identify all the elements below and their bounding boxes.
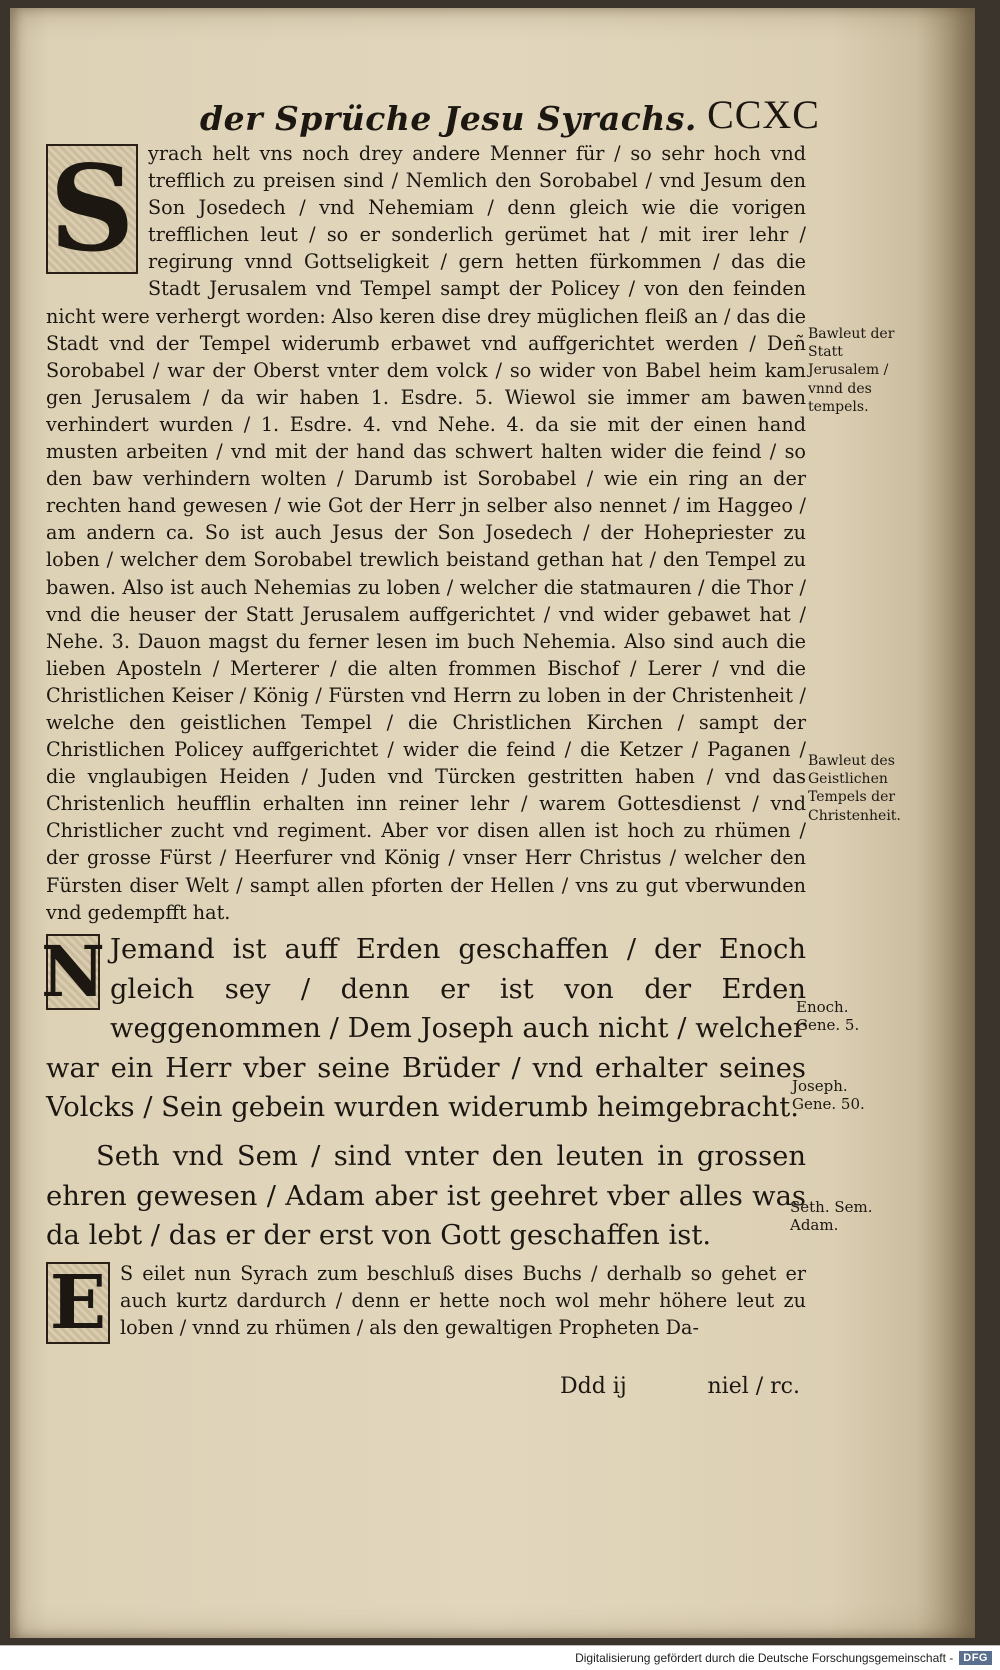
- paragraph-text: yrach helt vns noch drey andere Menner für / so sehr hoch vnd trefflich zu preisen sind / Nemlich den Sorobabel / vnd Jesum den Son Josedech / vnd Nehemiam / denn gleich wie die vorigen trefflichen leut / so er sonderlich gerümet hat / mit irer lehr / regirung vnnd Gottseligkeit / gern hetten fürkommen / das die Stadt Jerusalem vnd Tempel sampt der Policey / von den feinden nicht were verhergt worden: Also keren dise drey müglichen fleiß an / das die Stadt vnd der Tempel widerumb erbawet vnd auffgerichtet werden / Deñ Sorobabel / war der Oberst vnter dem volck / so wider von Babel heim kam gen Jerusalem / da wir haben 1. Esdre. 5. Wiewol sie immer am bawen verhindert wurden / 1. Esdre. 4. vnd Nehe. 4. da sie mit der einen hand musten arbeiten / vnd mit der hand das schwert halten wider die feind / so den baw verhindern wolten / Darumb ist Sorobabel / wie ein ring an der rechten hand gewesen / wie Got der Herr jn selber also nennet / im Haggeo / am andern ca. So ist auch Jesus der Son Josedech / der Hohepriester zu loben / welcher dem Sorobabel trewlich beistand gethan hat / den Tempel zu bawen. Also ist auch Nehemias zu loben / welcher die statmauren / die Thor / vnd die heuser der Statt Jerusalem auffgerichtet / vnd wider gebawet hat / Nehe. 3. Dauon magst du ferner lesen im buch Nehemia. Also sind auch die lieben Aposteln / Merterer / die alten frommen Bischof / Lerer / vnd die Christlichen Keiser / König / Fürsten vnd Herrn zu loben in der Christenheit / welche den geistlichen Tempel / die Christlichen Kirchen / sampt der Christlichen Policey auffgerichtet / wider die feind / die Ketzer / Paganen / die vnglaubigen Heiden / Juden vnd Türcken gestritten haben / vnd das Christenlich heufflin erhalten inn reiner lehr / warem Gottesdienst / vnd Christlicher zucht vnd regiment. Aber vor disen allen ist hoch zu rhümen / der grosse Fürst / Heerfurer vnd König / vnser Herr Christus / welcher den Fürsten diser Welt / sampt allen pforten der Hellen / vns zu gut vberwunden vnd gedempfft hat.: [46, 142, 806, 924]
- signature-line: [560, 1374, 800, 1404]
- margin-note-builders-jerusalem: Bawleut der Statt Jerusalem / vnnd des tempels.: [808, 326, 895, 415]
- decorated-initial: [41, 930, 105, 1013]
- catchword: niel / rc.: [707, 1374, 800, 1399]
- margin-note-seth-sem-adam: Seth. Sem. Adam.: [790, 1198, 873, 1235]
- initial-letter: S: [49, 139, 135, 278]
- paragraph-enoch: [41, 930, 806, 1129]
- margin-note-builders-church: Bawleut des Geistlichen Tempels der Christenheit.: [808, 753, 901, 824]
- paragraph-text: Jemand ist auff Erden geschaffen / der Enoch gleich sey / denn er ist von der Erden weggenommen / Dem Joseph auch nicht / welcher war ein Herr vber seine Brüder / vnd erhalter seines Volcks / Sein gebein wurden widerumb heimgebracht.: [46, 934, 806, 1123]
- paragraph-conclusion: [46, 1260, 806, 1344]
- main-text-block: [41, 139, 806, 1346]
- running-head-title: der Sprüche Jesu Syrachs.: [200, 99, 697, 138]
- folio-number: CCXC: [707, 92, 820, 137]
- paragraph-sorobabel: [46, 140, 806, 924]
- decorated-initial: [46, 1262, 110, 1344]
- footer-bar: [0, 1645, 1000, 1670]
- funding-credit: Digitalisierung gefördert durch die Deutsche Forschungsgemeinschaft -: [575, 1651, 954, 1665]
- paragraph-seth: Seth vnd Sem / sind vnter den leuten in grossen ehren gewesen / Adam aber ist geehret vber alles was da lebt / das er der erst von Gott geschaffen ist.: [46, 1141, 806, 1251]
- page-curl-shadow: [917, 8, 975, 1638]
- initial-letter: N: [41, 930, 105, 1013]
- running-head: [200, 94, 820, 138]
- decorated-initial: [46, 139, 138, 278]
- margin-note-enoch: Enoch. Gene. 5.: [796, 998, 860, 1035]
- paragraph-text: S eilet nun Syrach zum beschluß dises Buchs / derhalb so gehet er auch kurtz dardurch / denn er hette noch wol mehr höhere leut zu loben / vnnd zu rhümen / als den gewaltigen Propheten Da-: [120, 1262, 806, 1340]
- margin-note-joseph: Joseph. Gene. 50.: [792, 1077, 865, 1114]
- dfg-logo[interactable]: DFG: [959, 1651, 992, 1665]
- signature-mark: Ddd ij: [560, 1374, 627, 1399]
- initial-letter: E: [49, 1260, 107, 1346]
